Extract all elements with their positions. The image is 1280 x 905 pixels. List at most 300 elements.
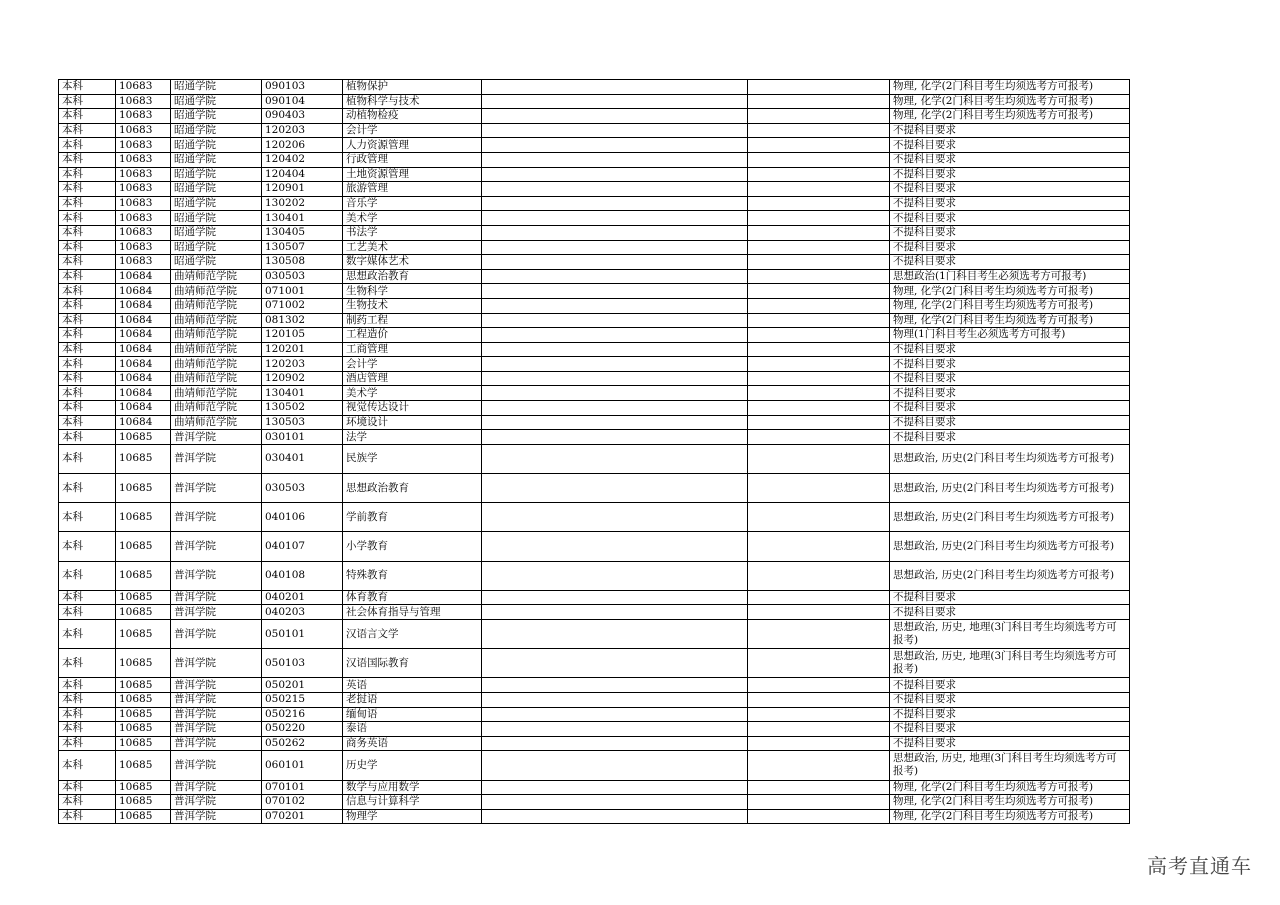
cell-school-name: 曲靖师范学院 bbox=[171, 284, 262, 299]
cell-major-code: 050262 bbox=[262, 736, 343, 751]
cell-major-code: 060101 bbox=[262, 751, 343, 780]
cell-level: 本科 bbox=[59, 284, 116, 299]
cell-major-name: 会计学 bbox=[343, 123, 482, 138]
cell-blank-b bbox=[748, 357, 890, 372]
cell-school-code: 10683 bbox=[116, 94, 171, 109]
cell-level: 本科 bbox=[59, 94, 116, 109]
cell-major-name: 历史学 bbox=[343, 751, 482, 780]
cell-school-code: 10683 bbox=[116, 182, 171, 197]
cell-blank-b bbox=[748, 809, 890, 824]
table-row bbox=[59, 649, 1130, 678]
cell-subject-requirement: 不提科目要求 bbox=[890, 357, 1130, 372]
table-row bbox=[59, 240, 1130, 255]
cell-major-code: 130202 bbox=[262, 196, 343, 211]
cell-subject-requirement: 思想政治, 历史, 地理(3门科目考生均须选考方可报考) bbox=[890, 649, 1130, 678]
cell-blank-a bbox=[482, 255, 748, 270]
cell-blank-b bbox=[748, 590, 890, 605]
cell-subject-requirement: 不提科目要求 bbox=[890, 182, 1130, 197]
cell-major-code: 040108 bbox=[262, 561, 343, 590]
cell-subject-requirement: 不提科目要求 bbox=[890, 225, 1130, 240]
cell-school-name: 昭通学院 bbox=[171, 80, 262, 95]
table-row bbox=[59, 225, 1130, 240]
cell-blank-b bbox=[748, 401, 890, 416]
cell-level: 本科 bbox=[59, 357, 116, 372]
cell-blank-a bbox=[482, 722, 748, 737]
table-row bbox=[59, 196, 1130, 211]
cell-school-code: 10684 bbox=[116, 313, 171, 328]
cell-blank-b bbox=[748, 313, 890, 328]
cell-school-name: 普洱学院 bbox=[171, 678, 262, 693]
cell-level: 本科 bbox=[59, 298, 116, 313]
cell-school-name: 曲靖师范学院 bbox=[171, 371, 262, 386]
cell-school-name: 普洱学院 bbox=[171, 736, 262, 751]
cell-major-name: 学前教育 bbox=[343, 503, 482, 532]
cell-subject-requirement: 思想政治, 历史(2门科目考生均须选考方可报考) bbox=[890, 561, 1130, 590]
cell-blank-b bbox=[748, 780, 890, 795]
table-row bbox=[59, 123, 1130, 138]
table-row bbox=[59, 211, 1130, 226]
table-row bbox=[59, 342, 1130, 357]
cell-school-code: 10684 bbox=[116, 357, 171, 372]
cell-blank-a bbox=[482, 678, 748, 693]
table-row bbox=[59, 430, 1130, 445]
cell-school-name: 昭通学院 bbox=[171, 138, 262, 153]
cell-school-name: 曲靖师范学院 bbox=[171, 298, 262, 313]
cell-major-name: 缅甸语 bbox=[343, 707, 482, 722]
cell-major-code: 030503 bbox=[262, 269, 343, 284]
table-row bbox=[59, 532, 1130, 561]
cell-blank-a bbox=[482, 211, 748, 226]
cell-school-name: 曲靖师范学院 bbox=[171, 386, 262, 401]
cell-major-code: 040201 bbox=[262, 590, 343, 605]
cell-major-code: 130502 bbox=[262, 401, 343, 416]
cell-major-code: 130507 bbox=[262, 240, 343, 255]
cell-major-code: 040106 bbox=[262, 503, 343, 532]
cell-blank-a bbox=[482, 590, 748, 605]
table-row bbox=[59, 503, 1130, 532]
cell-blank-a bbox=[482, 328, 748, 343]
cell-major-name: 民族学 bbox=[343, 444, 482, 473]
cell-school-code: 10683 bbox=[116, 138, 171, 153]
cell-subject-requirement: 不提科目要求 bbox=[890, 342, 1130, 357]
cell-major-code: 120402 bbox=[262, 152, 343, 167]
cell-blank-b bbox=[748, 503, 890, 532]
cell-blank-a bbox=[482, 196, 748, 211]
cell-major-name: 美术学 bbox=[343, 211, 482, 226]
cell-blank-b bbox=[748, 269, 890, 284]
cell-subject-requirement: 物理, 化学(2门科目考生均须选考方可报考) bbox=[890, 94, 1130, 109]
table-row bbox=[59, 371, 1130, 386]
cell-school-name: 曲靖师范学院 bbox=[171, 357, 262, 372]
cell-level: 本科 bbox=[59, 678, 116, 693]
cell-blank-a bbox=[482, 371, 748, 386]
cell-school-code: 10685 bbox=[116, 795, 171, 810]
cell-blank-a bbox=[482, 94, 748, 109]
cell-major-code: 130508 bbox=[262, 255, 343, 270]
cell-blank-b bbox=[748, 795, 890, 810]
cell-major-code: 120206 bbox=[262, 138, 343, 153]
cell-school-name: 昭通学院 bbox=[171, 109, 262, 124]
cell-blank-b bbox=[748, 561, 890, 590]
cell-level: 本科 bbox=[59, 780, 116, 795]
cell-school-name: 曲靖师范学院 bbox=[171, 401, 262, 416]
cell-school-name: 昭通学院 bbox=[171, 211, 262, 226]
cell-school-name: 普洱学院 bbox=[171, 590, 262, 605]
cell-subject-requirement: 不提科目要求 bbox=[890, 707, 1130, 722]
cell-major-name: 植物保护 bbox=[343, 80, 482, 95]
cell-blank-b bbox=[748, 328, 890, 343]
cell-level: 本科 bbox=[59, 590, 116, 605]
cell-school-code: 10684 bbox=[116, 415, 171, 430]
cell-blank-a bbox=[482, 123, 748, 138]
cell-blank-a bbox=[482, 109, 748, 124]
cell-subject-requirement: 不提科目要求 bbox=[890, 401, 1130, 416]
cell-level: 本科 bbox=[59, 751, 116, 780]
cell-school-code: 10685 bbox=[116, 678, 171, 693]
cell-major-name: 工商管理 bbox=[343, 342, 482, 357]
cell-blank-b bbox=[748, 736, 890, 751]
cell-school-name: 昭通学院 bbox=[171, 240, 262, 255]
cell-school-name: 昭通学院 bbox=[171, 255, 262, 270]
cell-level: 本科 bbox=[59, 269, 116, 284]
cell-school-code: 10684 bbox=[116, 371, 171, 386]
cell-school-name: 普洱学院 bbox=[171, 780, 262, 795]
cell-level: 本科 bbox=[59, 109, 116, 124]
table-row bbox=[59, 138, 1130, 153]
cell-school-code: 10684 bbox=[116, 298, 171, 313]
table-row bbox=[59, 678, 1130, 693]
cell-major-code: 040107 bbox=[262, 532, 343, 561]
cell-school-code: 10684 bbox=[116, 386, 171, 401]
cell-blank-a bbox=[482, 809, 748, 824]
cell-blank-a bbox=[482, 269, 748, 284]
cell-subject-requirement: 物理, 化学(2门科目考生均须选考方可报考) bbox=[890, 284, 1130, 299]
cell-blank-b bbox=[748, 415, 890, 430]
cell-school-code: 10684 bbox=[116, 328, 171, 343]
cell-blank-a bbox=[482, 444, 748, 473]
cell-major-code: 070101 bbox=[262, 780, 343, 795]
cell-level: 本科 bbox=[59, 152, 116, 167]
cell-school-name: 普洱学院 bbox=[171, 430, 262, 445]
cell-subject-requirement: 不提科目要求 bbox=[890, 371, 1130, 386]
cell-subject-requirement: 不提科目要求 bbox=[890, 590, 1130, 605]
cell-major-name: 书法学 bbox=[343, 225, 482, 240]
table-row bbox=[59, 269, 1130, 284]
cell-school-name: 昭通学院 bbox=[171, 152, 262, 167]
cell-major-name: 商务英语 bbox=[343, 736, 482, 751]
cell-blank-b bbox=[748, 240, 890, 255]
cell-subject-requirement: 不提科目要求 bbox=[890, 692, 1130, 707]
cell-major-name: 思想政治教育 bbox=[343, 269, 482, 284]
cell-blank-a bbox=[482, 313, 748, 328]
cell-blank-a bbox=[482, 342, 748, 357]
cell-blank-b bbox=[748, 342, 890, 357]
cell-blank-a bbox=[482, 80, 748, 95]
table-row bbox=[59, 707, 1130, 722]
cell-level: 本科 bbox=[59, 722, 116, 737]
cell-school-code: 10685 bbox=[116, 751, 171, 780]
cell-major-name: 小学教育 bbox=[343, 532, 482, 561]
cell-major-name: 制药工程 bbox=[343, 313, 482, 328]
cell-blank-b bbox=[748, 707, 890, 722]
cell-major-name: 信息与计算科学 bbox=[343, 795, 482, 810]
cell-blank-b bbox=[748, 649, 890, 678]
cell-blank-a bbox=[482, 751, 748, 780]
table-row bbox=[59, 474, 1130, 503]
cell-school-code: 10683 bbox=[116, 123, 171, 138]
cell-level: 本科 bbox=[59, 444, 116, 473]
cell-level: 本科 bbox=[59, 736, 116, 751]
table-row bbox=[59, 167, 1130, 182]
cell-blank-a bbox=[482, 503, 748, 532]
cell-level: 本科 bbox=[59, 123, 116, 138]
table-row bbox=[59, 284, 1130, 299]
cell-major-code: 090103 bbox=[262, 80, 343, 95]
cell-blank-a bbox=[482, 167, 748, 182]
cell-subject-requirement: 物理, 化学(2门科目考生均须选考方可报考) bbox=[890, 298, 1130, 313]
cell-blank-b bbox=[748, 692, 890, 707]
table-row bbox=[59, 795, 1130, 810]
cell-level: 本科 bbox=[59, 605, 116, 620]
cell-school-code: 10683 bbox=[116, 225, 171, 240]
cell-school-code: 10683 bbox=[116, 109, 171, 124]
cell-blank-b bbox=[748, 182, 890, 197]
cell-blank-a bbox=[482, 298, 748, 313]
cell-school-code: 10685 bbox=[116, 503, 171, 532]
cell-major-code: 030401 bbox=[262, 444, 343, 473]
cell-major-name: 思想政治教育 bbox=[343, 474, 482, 503]
cell-major-code: 071001 bbox=[262, 284, 343, 299]
cell-level: 本科 bbox=[59, 692, 116, 707]
cell-level: 本科 bbox=[59, 182, 116, 197]
cell-subject-requirement: 思想政治, 历史(2门科目考生均须选考方可报考) bbox=[890, 474, 1130, 503]
cell-subject-requirement: 物理, 化学(2门科目考生均须选考方可报考) bbox=[890, 809, 1130, 824]
cell-blank-a bbox=[482, 795, 748, 810]
cell-subject-requirement: 不提科目要求 bbox=[890, 138, 1130, 153]
cell-level: 本科 bbox=[59, 80, 116, 95]
cell-subject-requirement: 不提科目要求 bbox=[890, 415, 1130, 430]
cell-blank-a bbox=[482, 474, 748, 503]
table-row bbox=[59, 328, 1130, 343]
table-row bbox=[59, 722, 1130, 737]
cell-blank-a bbox=[482, 707, 748, 722]
cell-school-code: 10684 bbox=[116, 269, 171, 284]
cell-level: 本科 bbox=[59, 532, 116, 561]
cell-major-code: 081302 bbox=[262, 313, 343, 328]
cell-school-code: 10684 bbox=[116, 342, 171, 357]
cell-major-code: 130401 bbox=[262, 386, 343, 401]
cell-school-code: 10683 bbox=[116, 240, 171, 255]
table-row bbox=[59, 298, 1130, 313]
cell-subject-requirement: 不提科目要求 bbox=[890, 386, 1130, 401]
cell-level: 本科 bbox=[59, 430, 116, 445]
cell-blank-b bbox=[748, 386, 890, 401]
table-row bbox=[59, 94, 1130, 109]
cell-school-name: 曲靖师范学院 bbox=[171, 313, 262, 328]
cell-school-code: 10685 bbox=[116, 707, 171, 722]
cell-level: 本科 bbox=[59, 619, 116, 648]
cell-subject-requirement: 不提科目要求 bbox=[890, 678, 1130, 693]
cell-level: 本科 bbox=[59, 503, 116, 532]
cell-school-name: 昭通学院 bbox=[171, 123, 262, 138]
cell-major-code: 030503 bbox=[262, 474, 343, 503]
cell-subject-requirement: 物理, 化学(2门科目考生均须选考方可报考) bbox=[890, 109, 1130, 124]
cell-major-name: 生物技术 bbox=[343, 298, 482, 313]
cell-subject-requirement: 不提科目要求 bbox=[890, 196, 1130, 211]
watermark-logo-text: 高考直通车 bbox=[1147, 854, 1252, 878]
cell-level: 本科 bbox=[59, 371, 116, 386]
cell-school-name: 普洱学院 bbox=[171, 561, 262, 590]
cell-level: 本科 bbox=[59, 240, 116, 255]
cell-blank-b bbox=[748, 211, 890, 226]
cell-major-code: 070102 bbox=[262, 795, 343, 810]
cell-major-name: 汉语言文学 bbox=[343, 619, 482, 648]
cell-blank-b bbox=[748, 619, 890, 648]
table-row bbox=[59, 152, 1130, 167]
cell-blank-a bbox=[482, 401, 748, 416]
cell-school-code: 10685 bbox=[116, 532, 171, 561]
cell-level: 本科 bbox=[59, 138, 116, 153]
cell-major-code: 050101 bbox=[262, 619, 343, 648]
cell-blank-a bbox=[482, 561, 748, 590]
cell-blank-a bbox=[482, 386, 748, 401]
subject-requirements-table bbox=[58, 79, 1130, 824]
cell-school-code: 10685 bbox=[116, 736, 171, 751]
cell-major-name: 法学 bbox=[343, 430, 482, 445]
cell-blank-b bbox=[748, 255, 890, 270]
table-row bbox=[59, 780, 1130, 795]
cell-school-name: 曲靖师范学院 bbox=[171, 269, 262, 284]
cell-blank-b bbox=[748, 167, 890, 182]
cell-school-code: 10684 bbox=[116, 401, 171, 416]
cell-major-name: 特殊教育 bbox=[343, 561, 482, 590]
table-row bbox=[59, 736, 1130, 751]
cell-blank-b bbox=[748, 474, 890, 503]
cell-blank-b bbox=[748, 152, 890, 167]
cell-school-code: 10683 bbox=[116, 196, 171, 211]
cell-level: 本科 bbox=[59, 809, 116, 824]
cell-level: 本科 bbox=[59, 561, 116, 590]
cell-level: 本科 bbox=[59, 649, 116, 678]
cell-subject-requirement: 不提科目要求 bbox=[890, 167, 1130, 182]
cell-subject-requirement: 不提科目要求 bbox=[890, 736, 1130, 751]
cell-blank-b bbox=[748, 298, 890, 313]
cell-level: 本科 bbox=[59, 474, 116, 503]
cell-level: 本科 bbox=[59, 328, 116, 343]
cell-major-code: 040203 bbox=[262, 605, 343, 620]
cell-major-name: 汉语国际教育 bbox=[343, 649, 482, 678]
cell-school-name: 曲靖师范学院 bbox=[171, 415, 262, 430]
cell-blank-a bbox=[482, 225, 748, 240]
cell-major-code: 120105 bbox=[262, 328, 343, 343]
cell-major-name: 物理学 bbox=[343, 809, 482, 824]
table-row bbox=[59, 605, 1130, 620]
cell-school-code: 10684 bbox=[116, 284, 171, 299]
cell-blank-b bbox=[748, 196, 890, 211]
cell-major-code: 120901 bbox=[262, 182, 343, 197]
cell-school-name: 普洱学院 bbox=[171, 722, 262, 737]
cell-major-name: 数学与应用数学 bbox=[343, 780, 482, 795]
cell-school-name: 昭通学院 bbox=[171, 94, 262, 109]
cell-major-code: 130401 bbox=[262, 211, 343, 226]
cell-blank-a bbox=[482, 138, 748, 153]
cell-school-code: 10685 bbox=[116, 561, 171, 590]
cell-major-name: 植物科学与技术 bbox=[343, 94, 482, 109]
cell-school-code: 10685 bbox=[116, 692, 171, 707]
cell-blank-b bbox=[748, 80, 890, 95]
cell-blank-a bbox=[482, 415, 748, 430]
cell-school-code: 10685 bbox=[116, 780, 171, 795]
cell-subject-requirement: 思想政治, 历史, 地理(3门科目考生均须选考方可报考) bbox=[890, 751, 1130, 780]
cell-school-code: 10685 bbox=[116, 444, 171, 473]
cell-major-code: 120201 bbox=[262, 342, 343, 357]
cell-major-name: 体育教育 bbox=[343, 590, 482, 605]
cell-blank-a bbox=[482, 619, 748, 648]
cell-school-code: 10685 bbox=[116, 605, 171, 620]
cell-major-name: 音乐学 bbox=[343, 196, 482, 211]
cell-subject-requirement: 不提科目要求 bbox=[890, 430, 1130, 445]
cell-subject-requirement: 物理(1门科目考生必须选考方可报考) bbox=[890, 328, 1130, 343]
cell-school-code: 10683 bbox=[116, 211, 171, 226]
cell-blank-a bbox=[482, 430, 748, 445]
cell-major-code: 120203 bbox=[262, 123, 343, 138]
cell-major-code: 120404 bbox=[262, 167, 343, 182]
cell-major-name: 环境设计 bbox=[343, 415, 482, 430]
cell-major-name: 数字媒体艺术 bbox=[343, 255, 482, 270]
cell-school-name: 普洱学院 bbox=[171, 707, 262, 722]
cell-school-name: 普洱学院 bbox=[171, 751, 262, 780]
cell-major-name: 生物科学 bbox=[343, 284, 482, 299]
cell-major-name: 视觉传达设计 bbox=[343, 401, 482, 416]
cell-school-name: 普洱学院 bbox=[171, 619, 262, 648]
cell-major-code: 050201 bbox=[262, 678, 343, 693]
cell-school-name: 曲靖师范学院 bbox=[171, 328, 262, 343]
table-row bbox=[59, 692, 1130, 707]
cell-blank-a bbox=[482, 240, 748, 255]
cell-level: 本科 bbox=[59, 255, 116, 270]
cell-major-name: 工程造价 bbox=[343, 328, 482, 343]
cell-blank-a bbox=[482, 532, 748, 561]
cell-blank-a bbox=[482, 780, 748, 795]
cell-blank-b bbox=[748, 605, 890, 620]
cell-major-code: 030101 bbox=[262, 430, 343, 445]
cell-blank-b bbox=[748, 751, 890, 780]
cell-blank-a bbox=[482, 692, 748, 707]
cell-blank-b bbox=[748, 284, 890, 299]
cell-blank-b bbox=[748, 430, 890, 445]
cell-level: 本科 bbox=[59, 225, 116, 240]
table-row bbox=[59, 561, 1130, 590]
cell-major-code: 120203 bbox=[262, 357, 343, 372]
cell-school-code: 10685 bbox=[116, 590, 171, 605]
cell-school-name: 普洱学院 bbox=[171, 444, 262, 473]
cell-level: 本科 bbox=[59, 342, 116, 357]
cell-level: 本科 bbox=[59, 415, 116, 430]
cell-school-code: 10683 bbox=[116, 152, 171, 167]
cell-school-name: 昭通学院 bbox=[171, 182, 262, 197]
cell-level: 本科 bbox=[59, 313, 116, 328]
table-row bbox=[59, 357, 1130, 372]
cell-blank-b bbox=[748, 225, 890, 240]
cell-subject-requirement: 不提科目要求 bbox=[890, 152, 1130, 167]
cell-blank-a bbox=[482, 605, 748, 620]
cell-blank-b bbox=[748, 123, 890, 138]
cell-major-code: 050220 bbox=[262, 722, 343, 737]
cell-school-code: 10685 bbox=[116, 809, 171, 824]
cell-major-code: 070201 bbox=[262, 809, 343, 824]
cell-blank-b bbox=[748, 532, 890, 561]
cell-school-name: 普洱学院 bbox=[171, 692, 262, 707]
